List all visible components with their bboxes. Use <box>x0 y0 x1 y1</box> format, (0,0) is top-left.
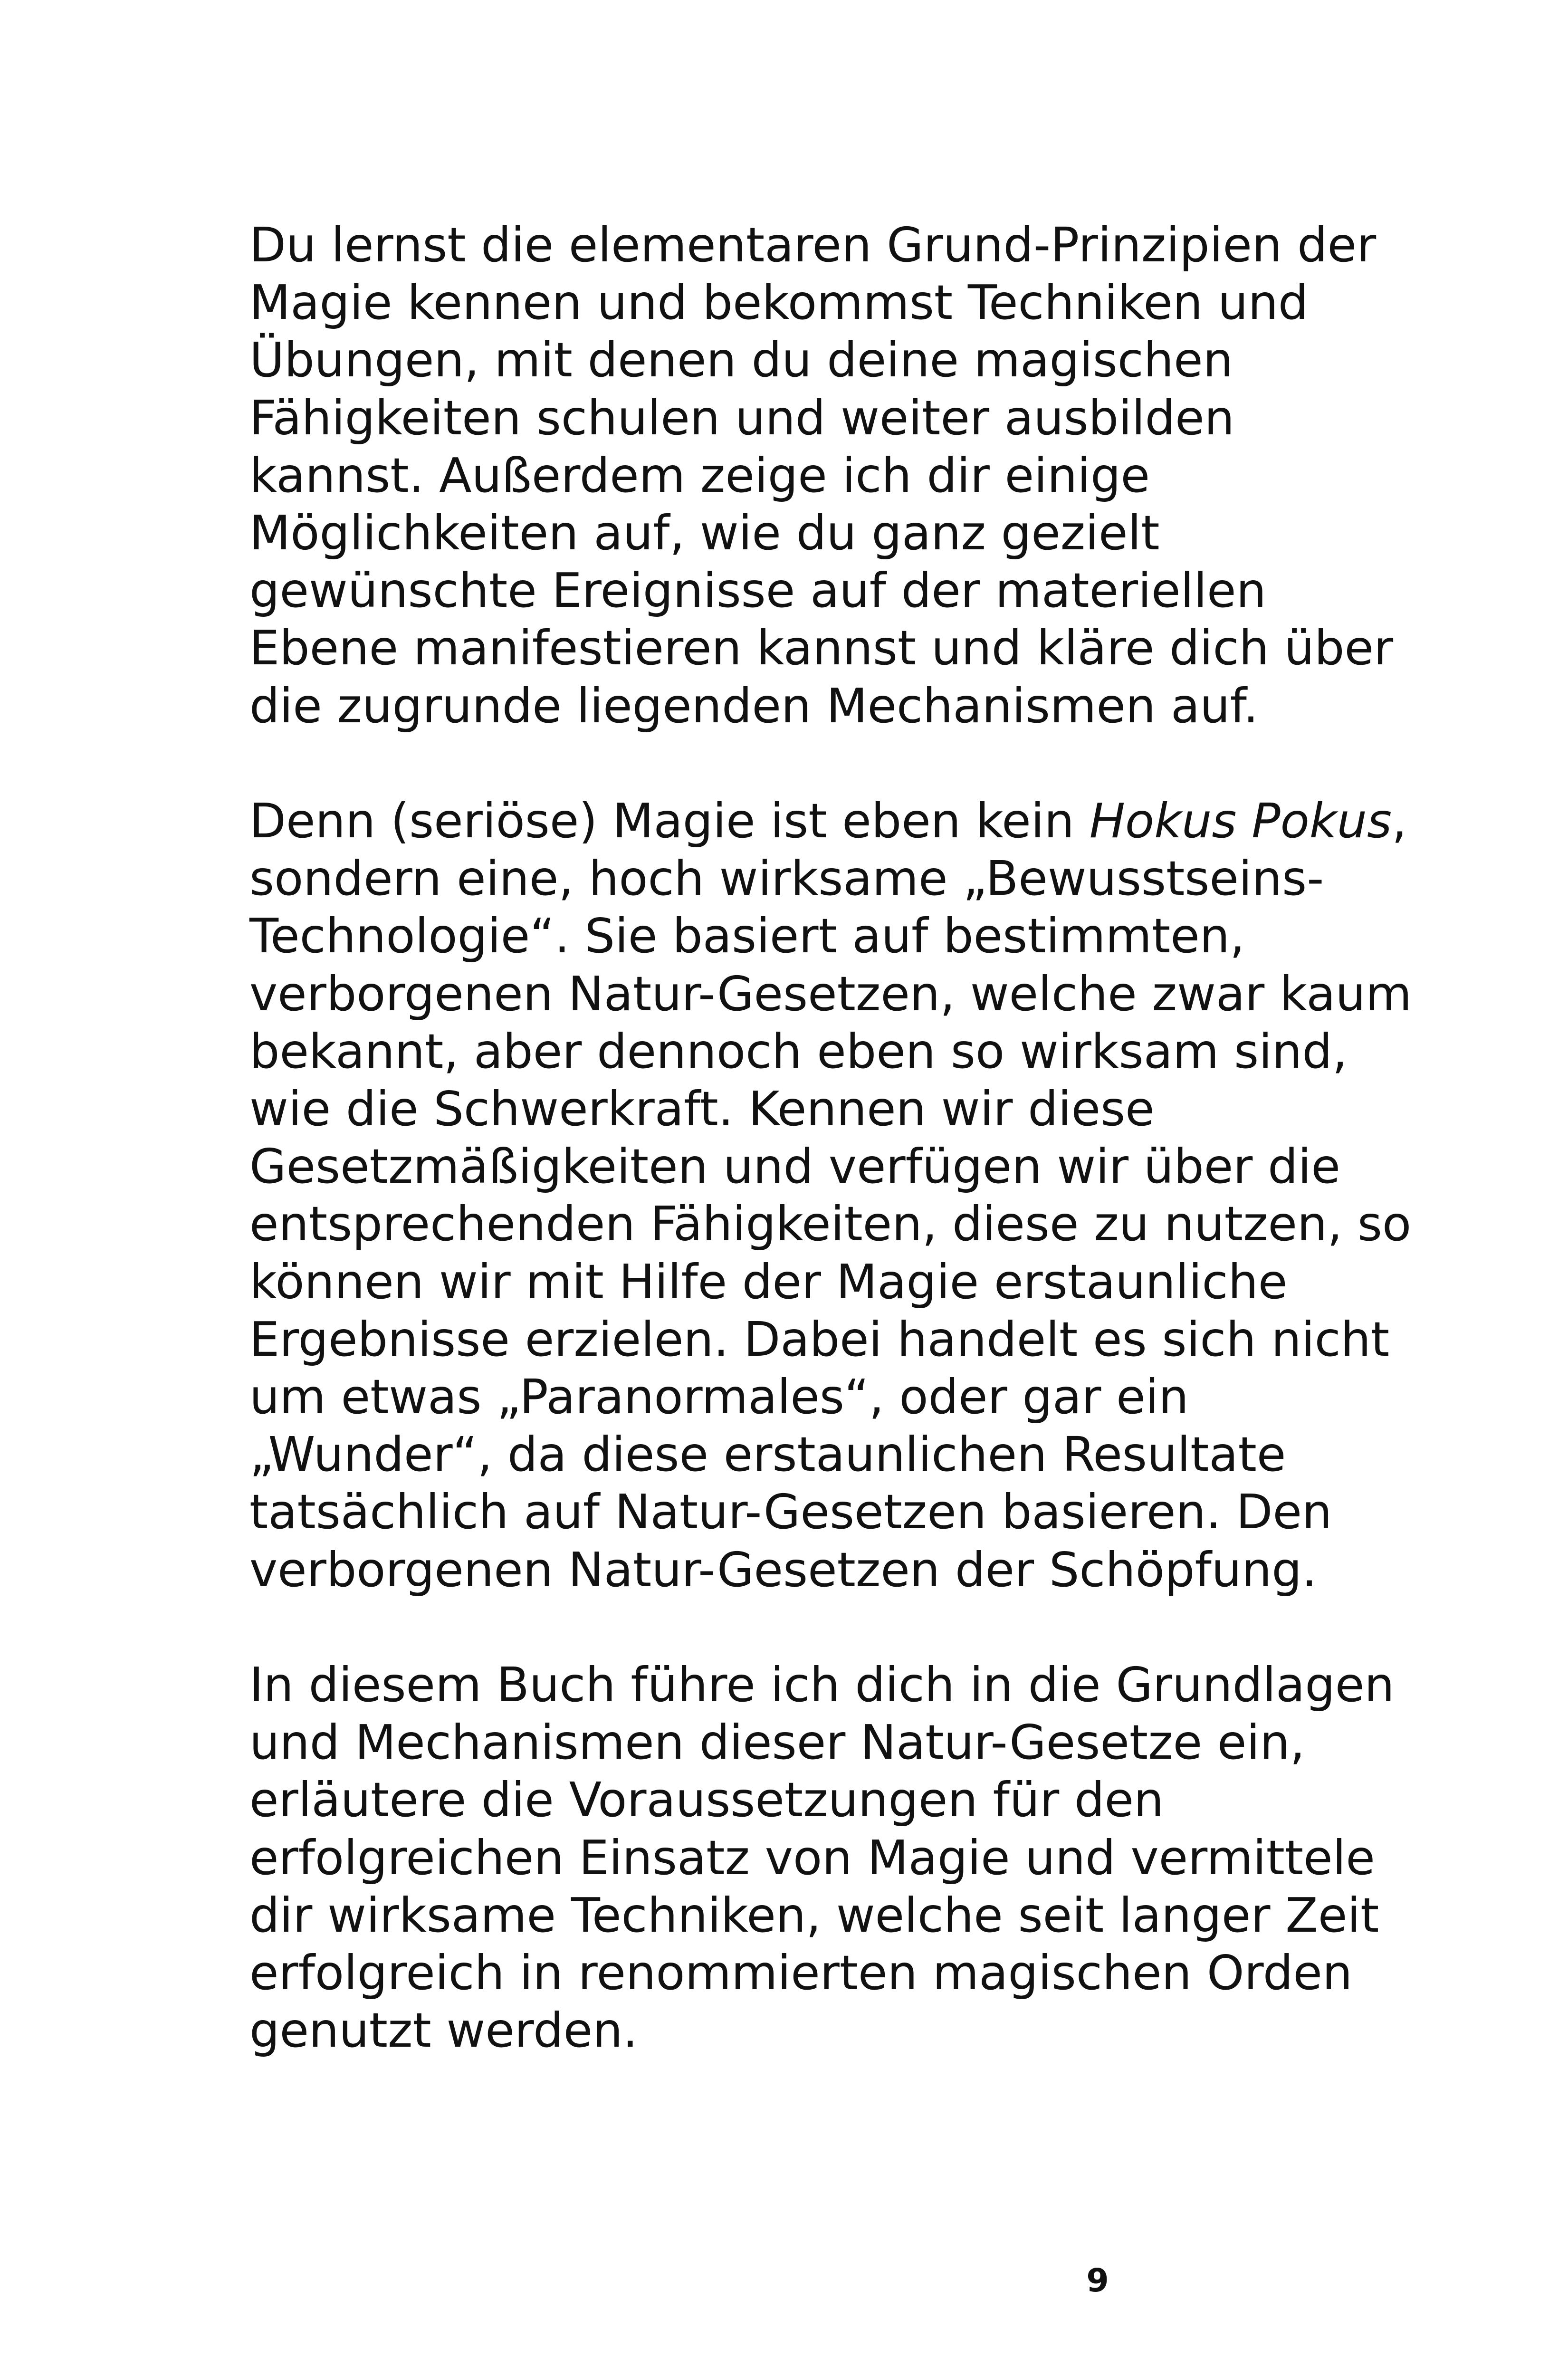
text-line: Gesetzmäßigkeiten und verfügen wir über die <box>249 1139 1340 1195</box>
paragraph-spacer <box>249 1599 1466 1656</box>
page-number: 9 <box>1086 2262 1109 2299</box>
text-line: kannst. Außerdem zeige ich dir einige <box>249 447 1150 503</box>
text-line: um etwas „Paranormales“, oder gar ein <box>249 1369 1189 1425</box>
text-line: wie die Schwerkraft. Kennen wir diese <box>249 1081 1155 1137</box>
text-line: Möglichkeiten auf, wie du ganz gezielt <box>249 505 1160 561</box>
text-line: sondern eine, hoch wirksame „Bewusstseins- <box>249 851 1324 907</box>
text-line: entsprechenden Fähigkeiten, diese zu nutzen, so <box>249 1196 1412 1252</box>
text-line: Ergebnisse erzielen. Dabei handelt es sich nicht <box>249 1311 1390 1367</box>
text-line: gewünschte Ereignisse auf der materiellen <box>249 563 1266 619</box>
text-line: und Mechanismen dieser Natur-Gesetze ein, <box>249 1715 1305 1771</box>
text-run: Denn (seriöse) Magie ist eben kein <box>249 793 1090 849</box>
paragraph-1 <box>249 216 1466 735</box>
text-line: Technologie“. Sie basiert auf bestimmten, <box>249 908 1245 964</box>
paragraph-3 <box>249 1656 1466 2059</box>
paragraph-2 <box>249 792 1466 1599</box>
italic-phrase: Hokus Pokus <box>1089 793 1392 849</box>
text-line: Du lernst die elementaren Grund-Prinzipien der <box>249 217 1377 273</box>
text-line: dir wirksame Techniken, welche seit langer Zeit <box>249 1887 1379 1943</box>
text-line: verborgenen Natur-Gesetzen, welche zwar kaum <box>249 966 1412 1022</box>
text-line: bekannt, aber dennoch eben so wirksam sind, <box>249 1023 1348 1079</box>
text-line: Magie kennen und bekommst Techniken und <box>249 275 1309 331</box>
text-line: Übungen, mit denen du deine magischen <box>249 332 1233 388</box>
text-line: tatsächlich auf Natur-Gesetzen basieren. Den <box>249 1484 1332 1540</box>
text-run: , <box>1392 793 1407 849</box>
text-line: die zugrunde liegenden Mechanismen auf. <box>249 678 1259 734</box>
text-line: erläutere die Voraussetzungen für den <box>249 1772 1164 1828</box>
text-line: erfolgreichen Einsatz von Magie und vermittele <box>249 1830 1375 1886</box>
paragraph-spacer <box>249 735 1466 792</box>
text-line: verborgenen Natur-Gesetzen der Schöpfung. <box>249 1542 1317 1598</box>
text-line: Ebene manifestieren kannst und kläre dich über <box>249 620 1394 676</box>
text-line: In diesem Buch führe ich dich in die Grundlagen <box>249 1657 1395 1713</box>
text-line: erfolgreich in renommierten magischen Orden <box>249 1945 1353 2001</box>
text-line: genutzt werden. <box>249 2002 638 2059</box>
text-line <box>249 792 1466 850</box>
text-line: können wir mit Hilfe der Magie erstaunliche <box>249 1254 1288 1310</box>
text-line: „Wunder“, da diese erstaunlichen Resultate <box>249 1427 1286 1483</box>
text-line: Fähigkeiten schulen und weiter ausbilden <box>249 390 1235 446</box>
body-text <box>249 216 1466 2059</box>
